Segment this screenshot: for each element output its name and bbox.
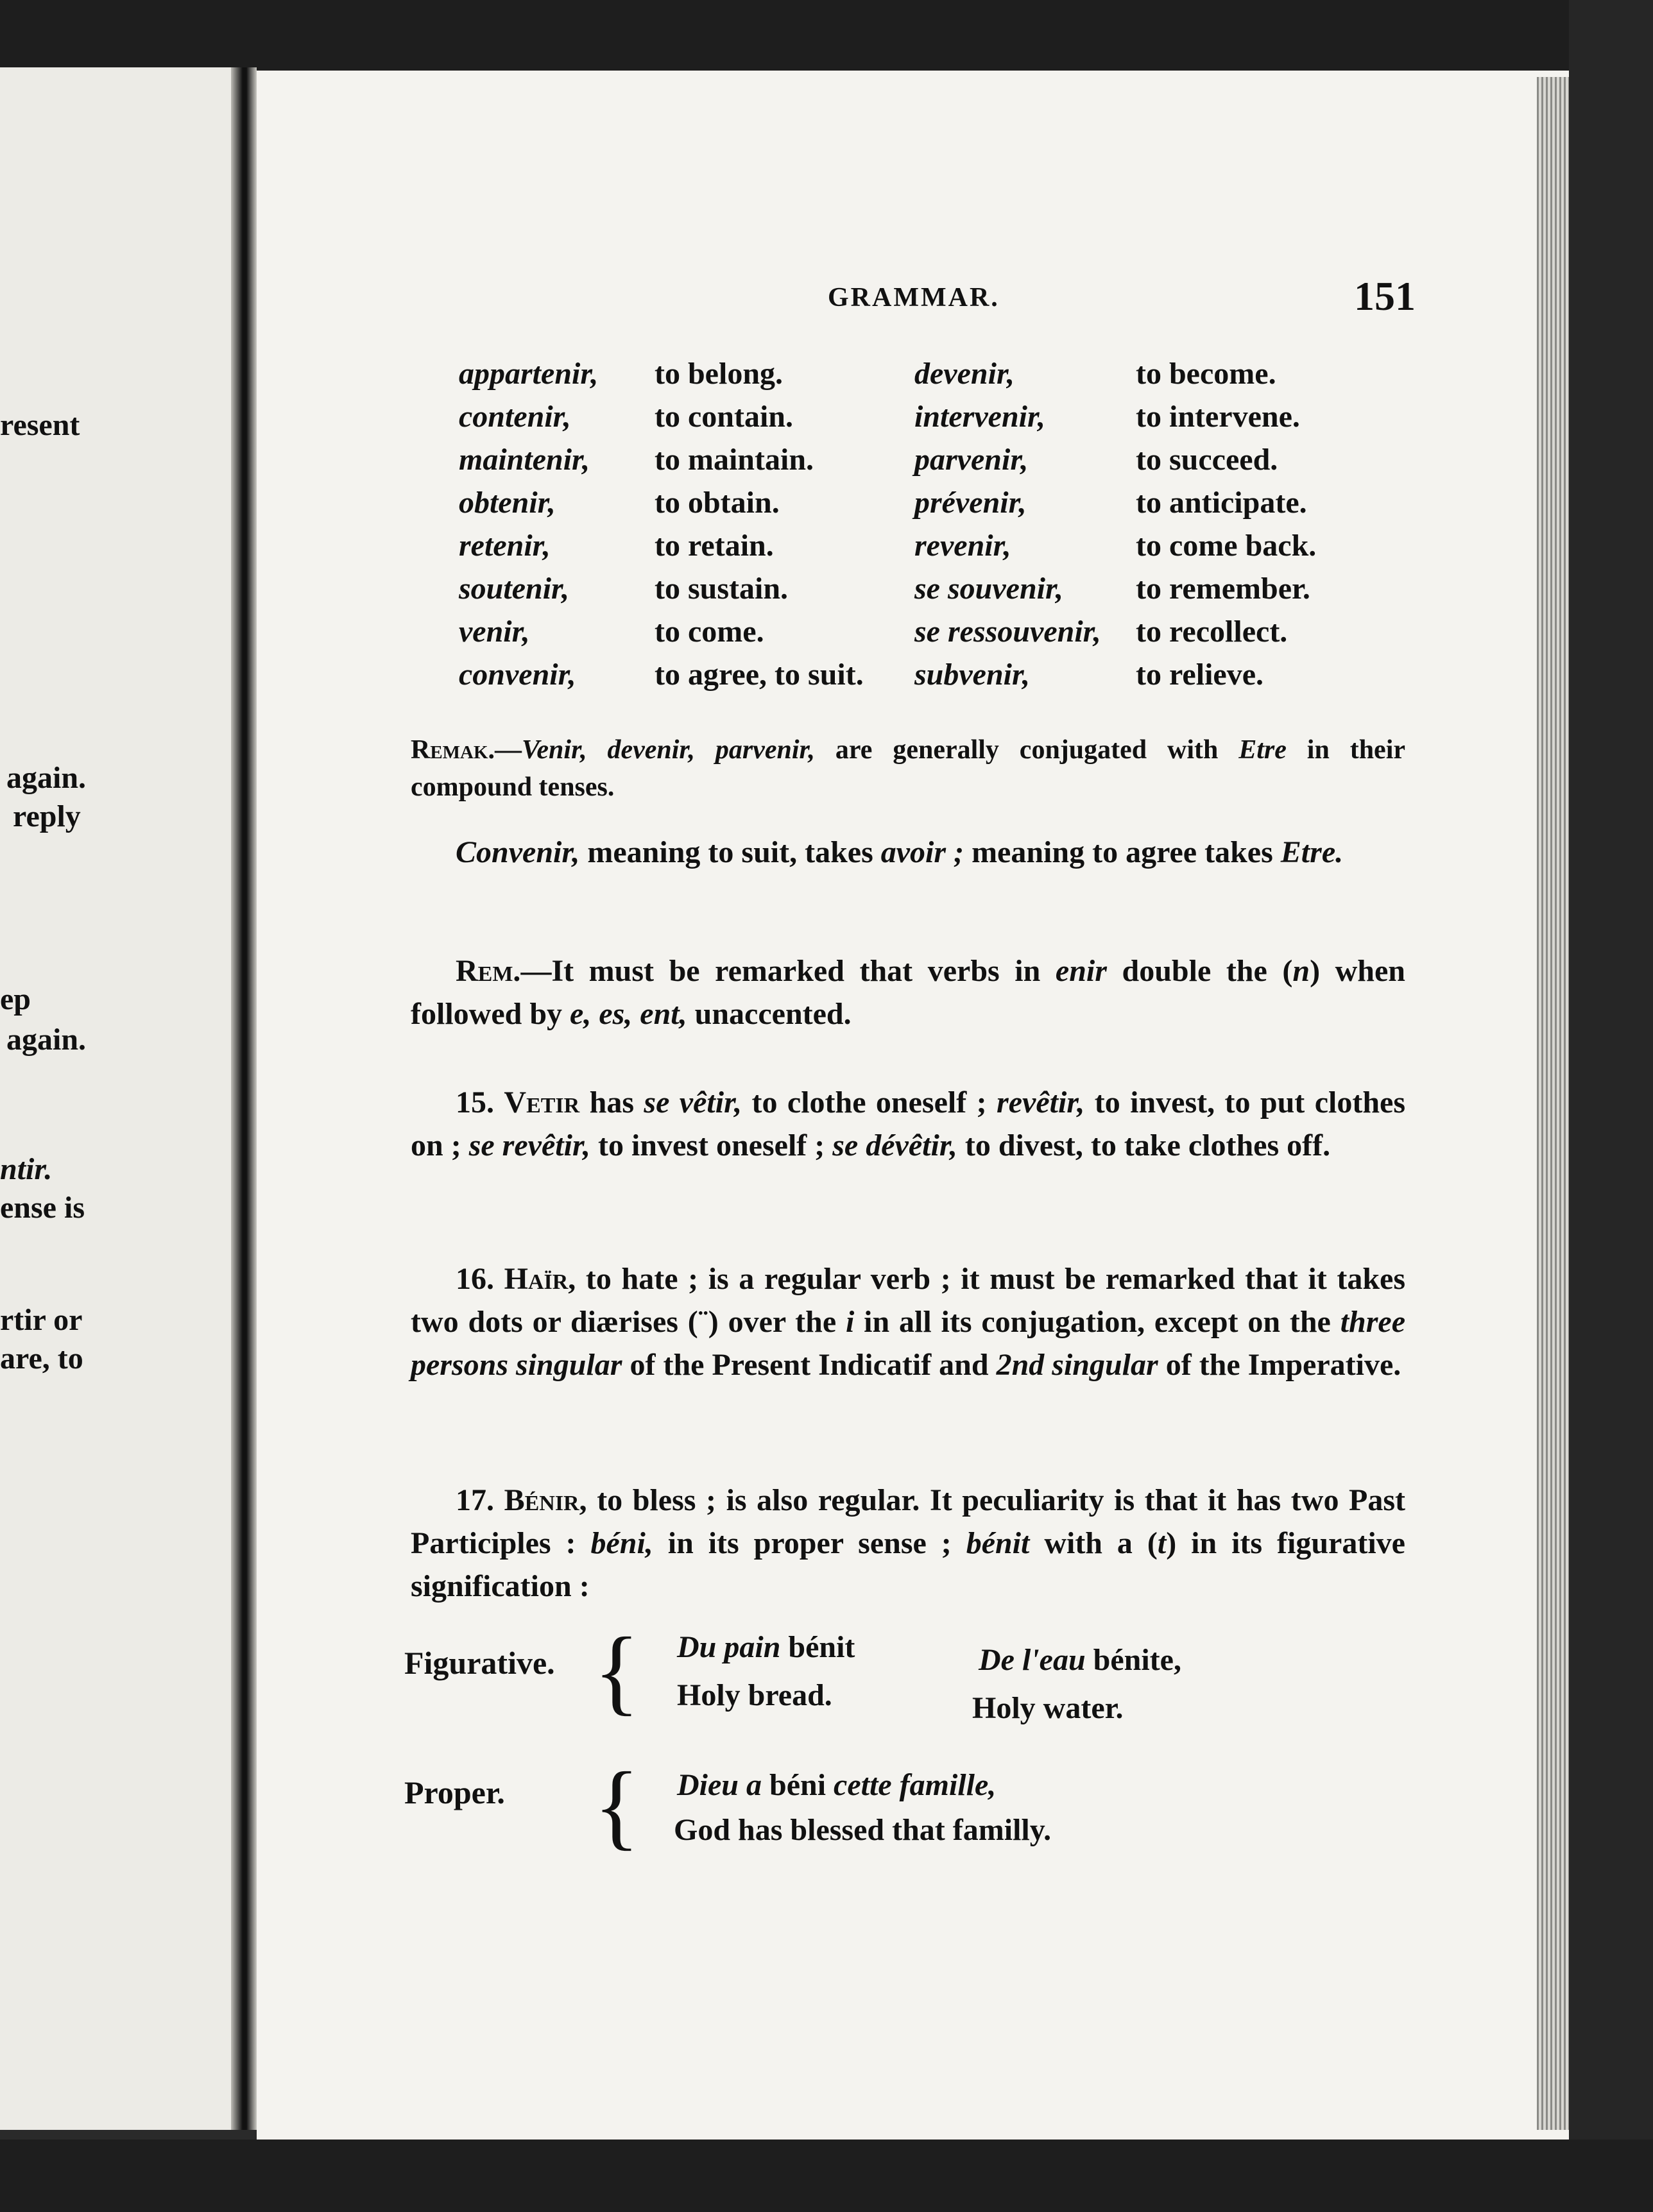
french-verb: subvenir, (914, 658, 1031, 692)
example-text: bénite, (1085, 1643, 1181, 1677)
remark-label: Rem. (456, 954, 521, 988)
section-15 (411, 1081, 1405, 1167)
english-meaning: to recollect. (1136, 615, 1288, 649)
left-fragment: rtir or (0, 1303, 83, 1337)
example-italic: Du pain (677, 1630, 781, 1664)
section-text: to hate ; is a regular verb ; it must be remarked that it takes two dots or diærises (¨) over the (411, 1262, 1406, 1339)
left-fragment: ep (0, 982, 31, 1016)
remark-verbs: Venir, devenir, parvenir, (522, 735, 816, 765)
remark-etre: Etre (1238, 735, 1287, 765)
section-verb: Bénir, (504, 1483, 587, 1517)
english-meaning: to succeed. (1136, 443, 1278, 477)
french-verb: intervenir, (914, 400, 1046, 434)
remark-text: are generally conjugated with (815, 735, 1239, 765)
convenir-text: meaning to agree takes (964, 835, 1281, 869)
section-text: to divest, to take clothes off. (957, 1128, 1331, 1162)
example-text: bénit (780, 1630, 855, 1664)
example-italic: cette famille, (834, 1768, 997, 1802)
english-meaning: to come back. (1136, 529, 1317, 563)
section-text: to bless ; is also regular. It peculiarity is that it has two Past Participles : (411, 1483, 1405, 1560)
endings: e, es, ent, (570, 997, 687, 1031)
english-meaning: to contain. (655, 400, 793, 434)
remark-text: in their compound tenses. (411, 735, 1406, 802)
page-edges (1537, 77, 1569, 2130)
example-english: Holy bread. (677, 1678, 832, 1712)
french-verb: contenir, (459, 400, 571, 434)
verb-form: se revêtir, (468, 1128, 590, 1162)
section-text: of the Present Indicatif and (622, 1348, 997, 1382)
section-text: in its proper sense ; (653, 1526, 966, 1560)
scan-frame-top (0, 0, 1653, 71)
scan-frame-bottom (0, 2140, 1653, 2212)
english-meaning: to intervene. (1136, 400, 1300, 434)
left-fragment: again. (6, 761, 87, 795)
verb-form: se dévêtir, (832, 1128, 957, 1162)
example-italic: De l'eau (979, 1643, 1086, 1677)
scan-frame-right (1569, 0, 1653, 2212)
figurative-label: Figurative. (404, 1645, 555, 1681)
section-text: has (579, 1085, 644, 1119)
french-verb: soutenir, (459, 572, 570, 606)
t-letter: t (1157, 1526, 1167, 1560)
section-verb: Haïr, (504, 1262, 576, 1296)
section-text: to invest oneself ; (590, 1128, 833, 1162)
french-verb: venir, (459, 615, 530, 649)
french-verb: obtenir, (459, 486, 556, 520)
brace: { (594, 1753, 640, 1859)
section-number: 16. (456, 1262, 494, 1296)
n-letter: n (1292, 954, 1310, 988)
section-17 (411, 1479, 1405, 1608)
book-gutter (231, 67, 257, 2130)
english-meaning: to maintain. (655, 443, 814, 477)
french-verb: prévenir, (914, 486, 1027, 520)
french-verb: parvenir, (914, 443, 1029, 477)
proper-label: Proper. (404, 1774, 505, 1810)
french-verb: se ressouvenir, (914, 615, 1101, 649)
section-text: to invest, to put clothes on ; (411, 1085, 1405, 1162)
example-italic: Dieu a (677, 1768, 762, 1802)
section-verb: Vetir (504, 1085, 580, 1119)
convenir-text: meaning to suit, takes (579, 835, 881, 869)
remark-paragraph (411, 731, 1405, 806)
verb-form: se vêtir, (644, 1085, 742, 1119)
remark-text: unaccented. (687, 997, 852, 1031)
english-meaning: to sustain. (655, 572, 789, 606)
etre-word: Etre. (1280, 835, 1344, 869)
remark-dash: — (495, 735, 522, 765)
verb-form: revêtir, (997, 1085, 1085, 1119)
section-number: 15. (456, 1085, 494, 1119)
left-fragment: again. (6, 1023, 87, 1057)
participle: béni, (590, 1526, 653, 1560)
remark-text: —It must be remarked that verbs in (520, 954, 1056, 988)
left-fragment: are, to (0, 1341, 83, 1375)
remark-text: double the ( (1106, 954, 1293, 988)
left-fragment: reply (13, 799, 81, 833)
french-verb: maintenir, (459, 443, 590, 477)
remark-paragraph (411, 949, 1405, 1035)
example-english: Holy water. (972, 1691, 1124, 1725)
previous-page (0, 67, 231, 2130)
example-text: béni (762, 1768, 834, 1802)
brace: { (594, 1618, 640, 1724)
english-meaning: to retain. (655, 529, 774, 563)
avoir-word: avoir ; (880, 835, 964, 869)
section-number: 17. (456, 1483, 494, 1517)
english-meaning: to anticipate. (1136, 486, 1307, 520)
example-french (677, 1767, 996, 1803)
participle: bénit (966, 1526, 1030, 1560)
french-verb: appartenir, (459, 357, 599, 391)
section-text: in all its conjugation, except on the (854, 1305, 1340, 1339)
english-meaning: to become. (1136, 357, 1276, 391)
left-fragment: ntir. (0, 1152, 53, 1186)
english-meaning: to agree, to suit. (655, 658, 864, 692)
remark-text: ) when followed by (411, 954, 1406, 1031)
section-text: to clothe oneself ; (742, 1085, 997, 1119)
convenir-word: Convenir, (456, 835, 580, 869)
convenir-paragraph (411, 831, 1405, 874)
french-verb: revenir, (914, 529, 1011, 563)
emphasis: 2nd singular (996, 1348, 1158, 1382)
section-text: of the Imperative. (1158, 1348, 1401, 1382)
emphasis: three persons singular (411, 1305, 1406, 1382)
section-16 (411, 1257, 1405, 1386)
french-verb: devenir, (914, 357, 1015, 391)
english-meaning: to come. (655, 615, 764, 649)
french-verb: convenir, (459, 658, 576, 692)
french-verb: se souvenir, (914, 572, 1064, 606)
left-fragment: ense is (0, 1191, 85, 1225)
enir-ending: enir (1055, 954, 1107, 988)
english-meaning: to obtain. (655, 486, 780, 520)
i-letter: i (845, 1305, 855, 1339)
english-meaning: to relieve. (1136, 658, 1264, 692)
remark-label: Remak. (411, 735, 495, 765)
example-french (979, 1642, 1181, 1678)
english-meaning: to remember. (1136, 572, 1310, 606)
french-verb: retenir, (459, 529, 551, 563)
english-meaning: to belong. (655, 357, 784, 391)
running-head: GRAMMAR. (828, 283, 1000, 312)
left-fragment: resent (0, 408, 80, 442)
example-english: God has blessed that familly. (674, 1813, 1052, 1847)
section-text: ) in its figurative signification : (411, 1526, 1405, 1603)
section-text: with a ( (1029, 1526, 1158, 1560)
page-number: 151 (1354, 273, 1416, 319)
example-french (677, 1629, 855, 1665)
